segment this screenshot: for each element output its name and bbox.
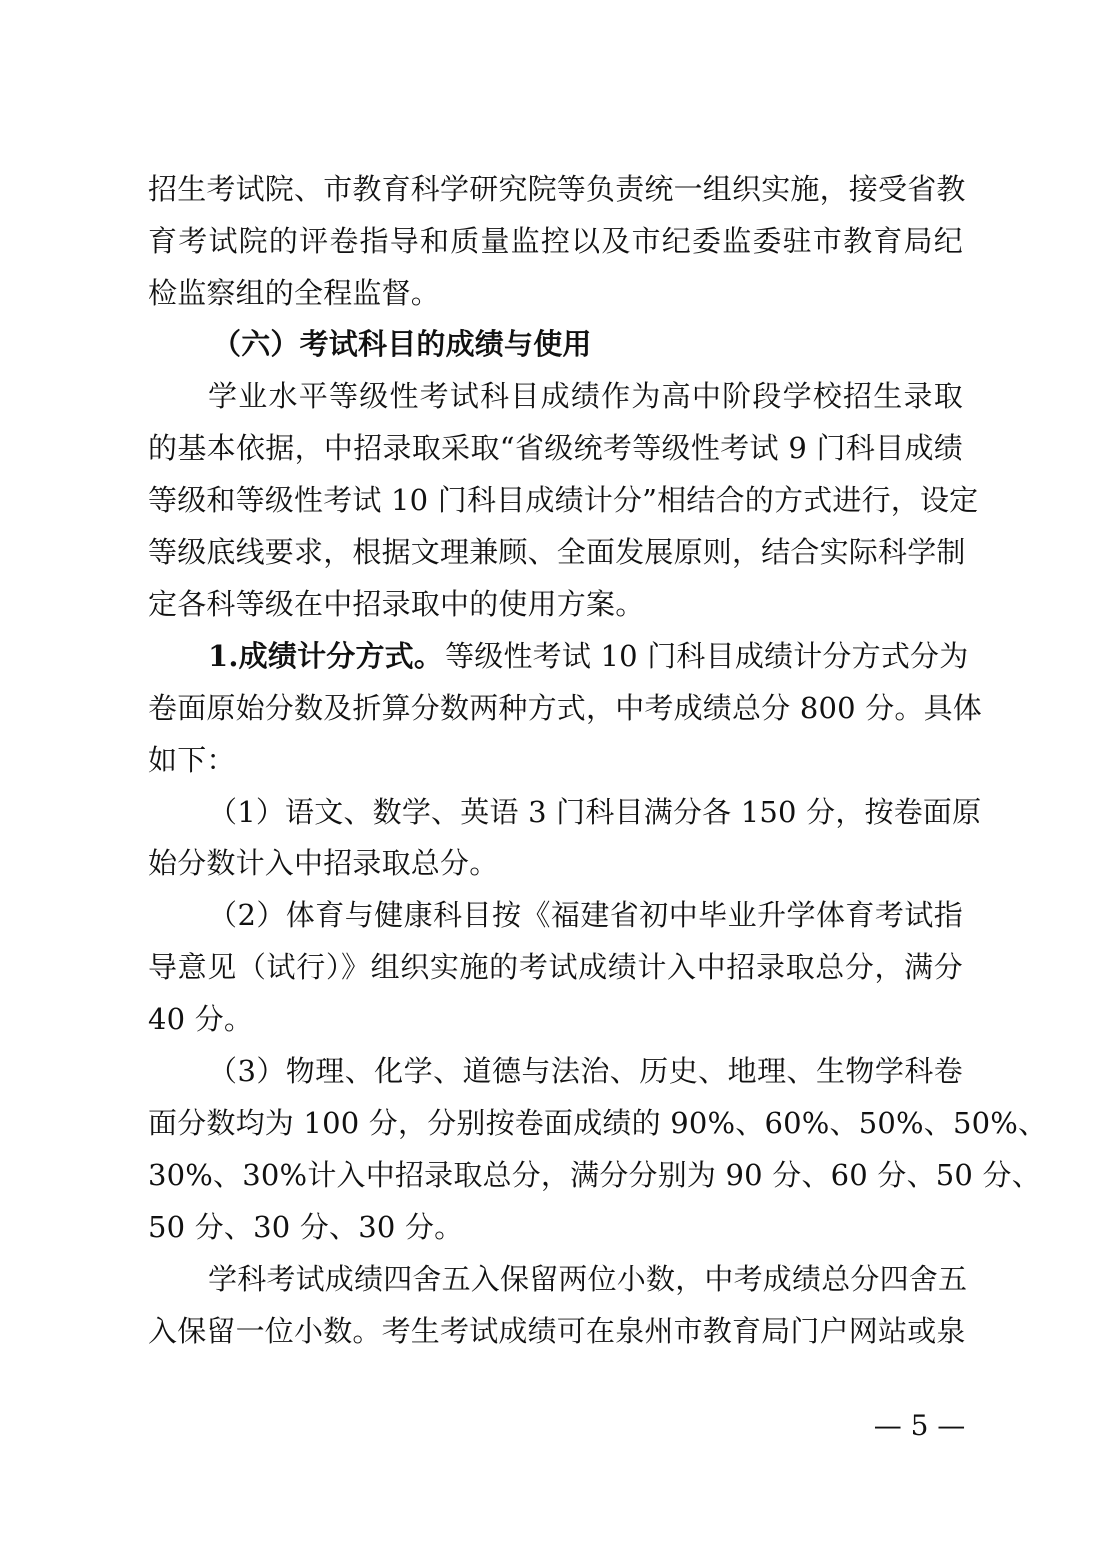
paragraph-line: 育考试院的评卷指导和质量监控以及市纪委监委驻市教育局纪 <box>148 224 963 258</box>
paragraph-line: 学科考试成绩四舍五入保留两位小数，中考成绩总分四舍五 <box>208 1262 968 1296</box>
paragraph-line: （1）语文、数学、英语 3 门科目满分各 150 分，按卷面原 <box>208 795 982 829</box>
paragraph-text: 等级性考试 10 门科目成绩计分方式分为 <box>445 639 969 673</box>
paragraph-line: （3）物理、化学、道德与法治、历史、地理、生物学科卷 <box>208 1054 963 1088</box>
paragraph-line: （2）体育与健康科目按《福建省初中毕业升学体育考试指 <box>208 898 963 932</box>
paragraph-line: 招生考试院、市教育科学研究院等负责统一组织实施，接受省教 <box>148 172 966 206</box>
section-heading: （六）考试科目的成绩与使用 <box>212 327 592 361</box>
paragraph-line: 面分数均为 100 分，分别按卷面成绩的 90%、60%、50%、50%、 <box>148 1106 1048 1140</box>
paragraph-line: 卷面原始分数及折算分数两种方式，中考成绩总分 800 分。具体 <box>148 691 982 725</box>
paragraph-line <box>208 636 969 676</box>
paragraph-line: 40 分。 <box>148 1002 254 1036</box>
paragraph-line: 30%、30%计入中招录取总分，满分分别为 90 分、60 分、50 分、 <box>148 1158 1041 1192</box>
paragraph-line: 的基本依据，中招录取采取“省级统考等级性考试 9 门科目成绩 <box>148 431 963 465</box>
paragraph-line: 如下： <box>148 743 236 777</box>
page-number: — 5 — <box>873 1409 966 1442</box>
paragraph-line: 始分数计入中招录取总分。 <box>148 846 499 880</box>
subsection-label: 1.成绩计分方式。 <box>208 639 444 673</box>
paragraph-line: 等级底线要求，根据文理兼顾、全面发展原则，结合实际科学制 <box>148 535 966 569</box>
paragraph-line: 等级和等级性考试 10 门科目成绩计分”相结合的方式进行，设定 <box>148 483 979 517</box>
paragraph-line: 定各科等级在中招录取中的使用方案。 <box>148 587 645 621</box>
paragraph-line: 入保留一位小数。考生考试成绩可在泉州市教育局门户网站或泉 <box>148 1314 966 1348</box>
paragraph-line: 50 分、30 分、30 分。 <box>148 1210 464 1244</box>
paragraph-line: 导意见（试行）》组织实施的考试成绩计入中招录取总分，满分 <box>148 950 963 984</box>
paragraph-line: 学业水平等级性考试科目成绩作为高中阶段学校招生录取 <box>208 379 963 413</box>
paragraph-line: 检监察组的全程监督。 <box>148 276 441 310</box>
